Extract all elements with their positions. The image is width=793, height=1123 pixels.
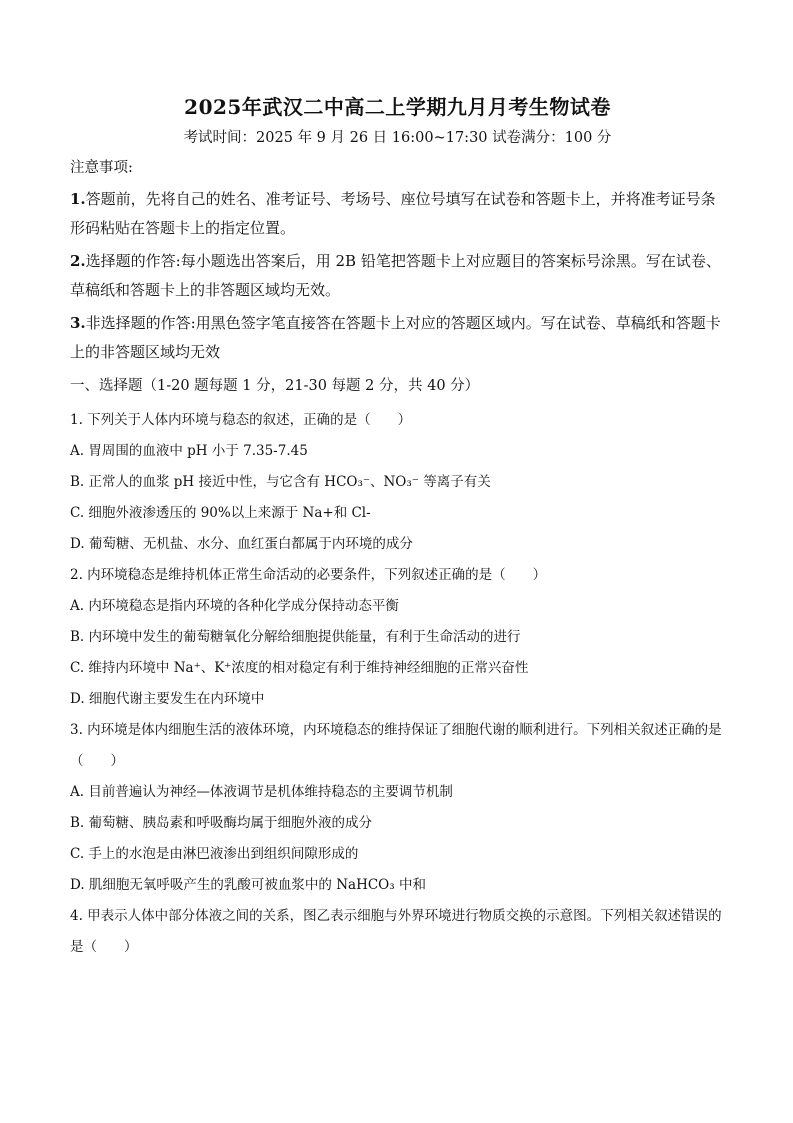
question-stem: 4. 甲表示人体中部分体液之间的关系，图乙表示细胞与外界环境进行物质交换的示意图。下列相关叙述错误的是（ ） — [70, 908, 722, 955]
option-b: B. 内环境中发生的葡萄糖氧化分解给细胞提供能量，有利于生命活动的进行 — [70, 629, 521, 645]
exam-title: 2025年武汉二中高二上学期九月月考生物试卷 — [184, 95, 611, 119]
option-d: D. 细胞代谢主要发生在内环境中 — [70, 691, 265, 707]
section-heading: 一、选择题（1-20 题每题 1 分，21-30 每题 2 分，共 40 分） — [70, 378, 480, 394]
option-b: B. 正常人的血浆 pH 接近中性，与它含有 HCO₃⁻、NO₃⁻ 等离子有关 — [70, 474, 491, 490]
notice-item-text: 选择题的作答:每小题选出答案后，用 2B 铅笔把答题卡上对应题目的答案标号涂黑。写在试卷、草稿纸和答题卡上的非答题区域均无效。 — [70, 252, 721, 299]
notice-item-number: 1. — [70, 190, 86, 208]
notice-item-2 — [70, 247, 725, 305]
question-1 — [70, 405, 725, 560]
question-4 — [70, 901, 725, 963]
notice-item-number: 2. — [70, 252, 86, 270]
question-2 — [70, 560, 725, 715]
option-a: A. 目前普遍认为神经—体液调节是机体维持稳态的主要调节机制 — [70, 784, 453, 800]
notice-item-3 — [70, 309, 725, 367]
option-c: C. 细胞外液渗透压的 90%以上来源于 Na+和 Cl- — [70, 505, 371, 521]
exam-page — [70, 92, 725, 963]
notice-item-1 — [70, 185, 725, 243]
option-d: D. 葡萄糖、无机盐、水分、血红蛋白都属于内环境的成分 — [70, 536, 413, 552]
notice-item-number: 3. — [70, 314, 86, 332]
option-a: A. 胃周围的血液中 pH 小于 7.35-7.45 — [70, 443, 308, 459]
option-a: A. 内环境稳态是指内环境的各种化学成分保持动态平衡 — [70, 598, 399, 614]
option-c: C. 手上的水泡是由淋巴液渗出到组织间隙形成的 — [70, 846, 359, 862]
exam-subtitle: 考试时间：2025 年 9 月 26 日 16:00~17:30 试卷满分：100 分 — [183, 130, 612, 146]
option-b: B. 葡萄糖、胰岛素和呼吸酶均属于细胞外液的成分 — [70, 815, 373, 831]
question-stem: 3. 内环境是体内细胞生活的液体环境，内环境稳态的维持保证了细胞代谢的顺利进行。下列相关叙述正确的是（ ） — [70, 722, 722, 769]
notice-item-text: 答题前，先将自己的姓名、准考证号、考场号、座位号填写在试卷和答题卡上，并将准考证号条形码粘贴在答题卡上的指定位置。 — [70, 190, 716, 237]
notice-heading: 注意事项: — [70, 160, 133, 176]
option-c: C. 维持内环境中 Na⁺、K⁺浓度的相对稳定有利于维持神经细胞的正常兴奋性 — [70, 660, 529, 676]
option-d: D. 肌细胞无氧呼吸产生的乳酸可被血浆中的 NaHCO₃ 中和 — [70, 877, 426, 893]
question-stem: 2. 内环境稳态是维持机体正常生命活动的必要条件，下列叙述正确的是（ ） — [70, 567, 547, 583]
notice-item-text: 非选择题的作答:用黑色签字笔直接答在答题卡上对应的答题区域内。写在试卷、草稿纸和答题卡上的非答题区域均无效 — [70, 314, 721, 361]
question-stem: 1. 下列关于人体内环境与稳态的叙述，正确的是（ ） — [70, 412, 412, 428]
question-3 — [70, 715, 725, 901]
